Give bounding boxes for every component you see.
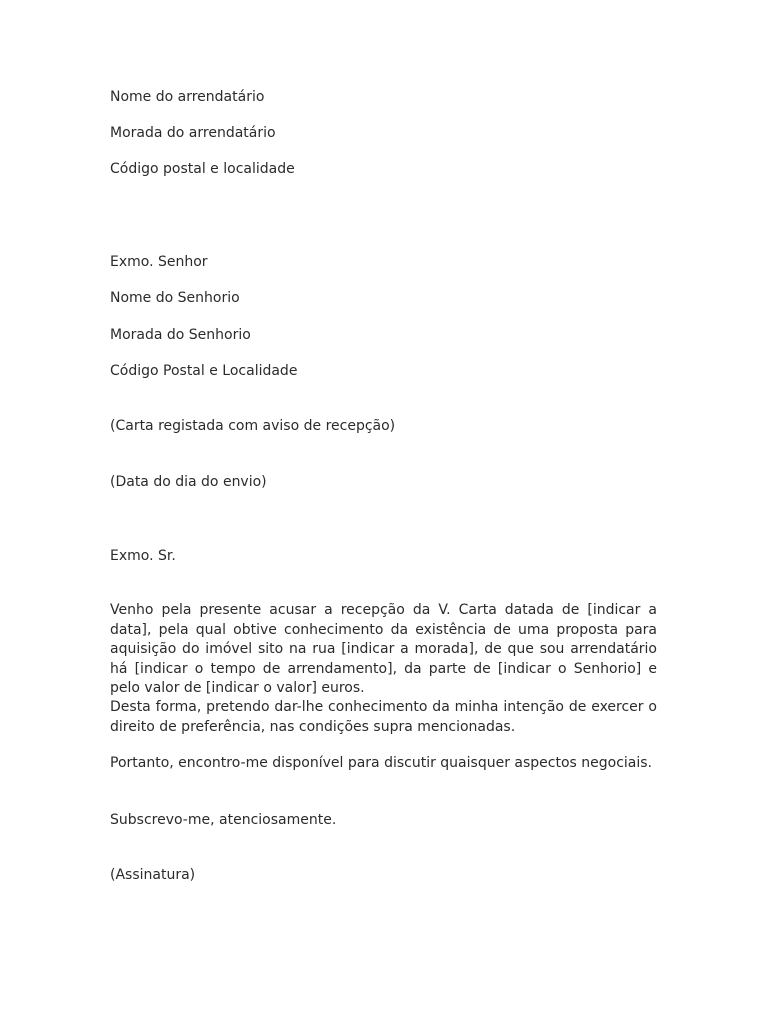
greeting: Exmo. Sr. (110, 548, 176, 564)
landlord-salutation: Exmo. Senhor (110, 254, 208, 270)
landlord-address: Morada do Senhorio (110, 327, 251, 343)
body-paragraph-1: Venho pela presente acusar a recepção da V. Carta datada de [indicar a data], pela qual obtive conhecimento da existência de uma proposta para aquisição do imóvel sito na rua [indicar a morada], de que sou arrendatário há [indicar o tempo de arrendamento], da parte de [indicar o Senhorio] e pelo valor de [indicar o valor] euros. (110, 602, 657, 696)
tenant-address: Morada do arrendatário (110, 125, 276, 141)
landlord-name: Nome do Senhorio (110, 290, 240, 306)
tenant-postal-code: Código postal e localidade (110, 161, 295, 177)
body-paragraph-2: Desta forma, pretendo dar-lhe conhecimento da minha intenção de exercer o direito de preferência, nas condições supra mencionadas. (110, 699, 657, 735)
tenant-name: Nome do arrendatário (110, 89, 265, 105)
signature-placeholder: (Assinatura) (110, 867, 196, 883)
closing: Subscrevo-me, atenciosamente. (110, 812, 337, 828)
registered-mail-note: (Carta registada com aviso de recepção) (110, 418, 396, 434)
body-paragraph-3: Portanto, encontro-me disponível para discutir quaisquer aspectos negociais. (110, 755, 653, 771)
date-note: (Data do dia do envio) (110, 474, 267, 490)
landlord-postal-code: Código Postal e Localidade (110, 363, 298, 379)
